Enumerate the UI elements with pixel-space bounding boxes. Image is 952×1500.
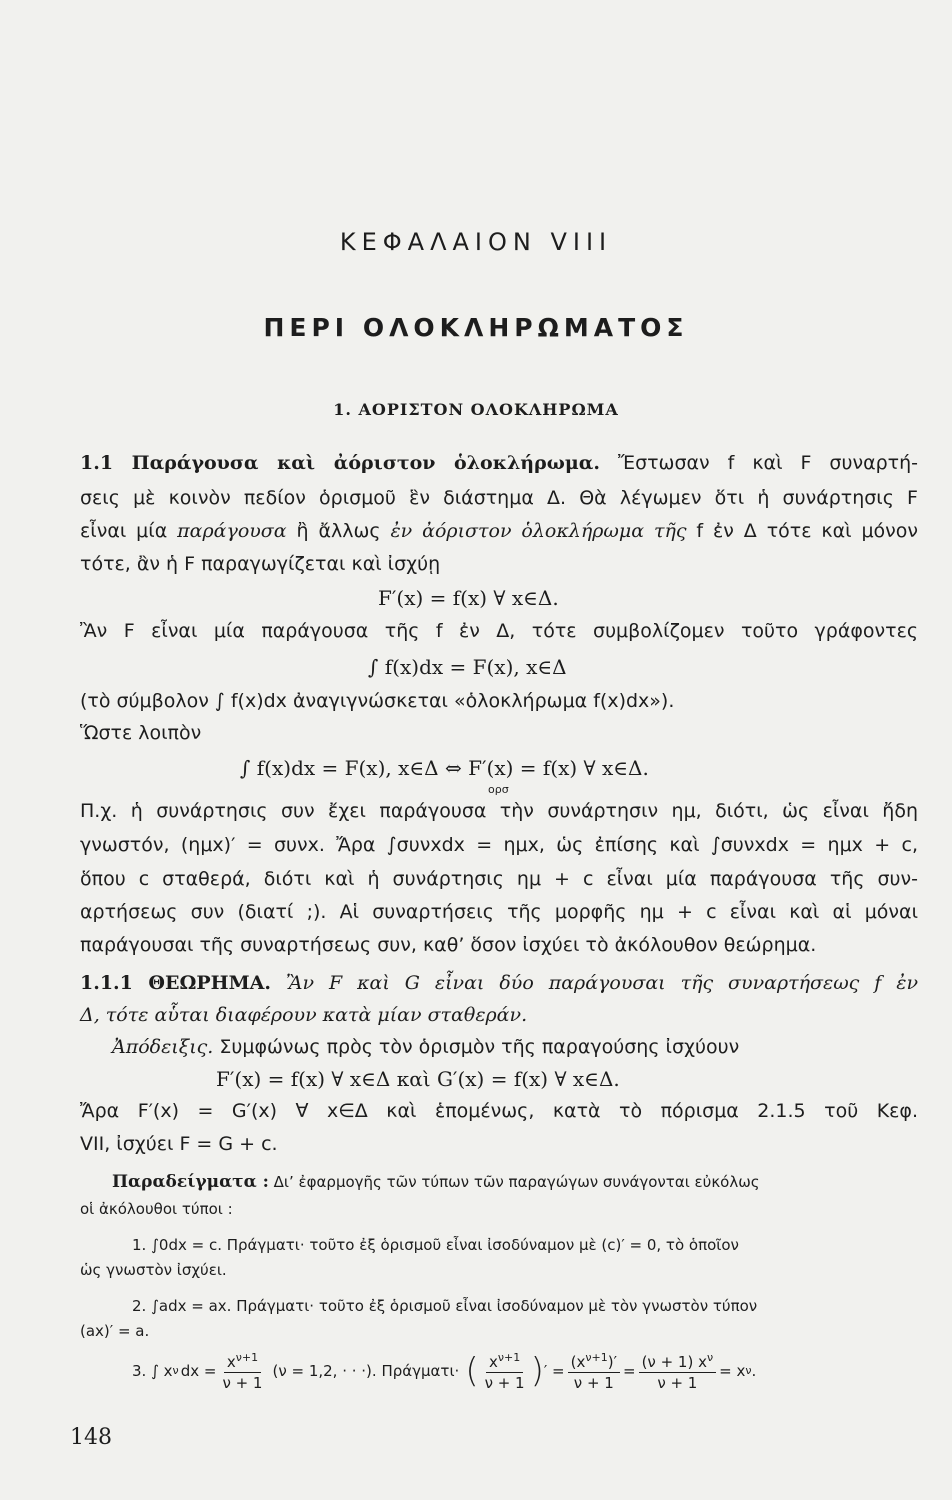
fraction: $\frac{(x^{\nu+1})'}{\nu + 1}$	[568, 1348, 620, 1393]
text: Συμφώνως πρὸς τὸν ὁρισμὸν τῆς παραγούσης ἰσχύουν	[219, 1036, 740, 1058]
text: ἢ ἄλλως	[296, 520, 381, 542]
subsection-first-line	[80, 452, 918, 474]
subsection-heading: 1.1 Παράγουσα καὶ ἀόριστον ὁλοκλήρωμα.	[80, 452, 600, 474]
text-line: VII, ἰσχύει F = G + c.	[80, 1133, 278, 1155]
theorem-text: Δ, τότε αὗται διαφέρουν κατὰ μίαν σταθεράν.	[80, 1004, 528, 1026]
fraction: $\frac{(\nu + 1) x^\nu}{\nu + 1}$	[639, 1348, 717, 1393]
example-1-line: 1. ∫0dx = c. Πράγματι· τοῦτο ἐξ ὁρισμοῦ εἶναι ἰσοδύναμον μὲ (c)′ = 0, τὸ ὁποῖον	[132, 1236, 739, 1254]
example-1-line: ὡς γνωστὸν ἰσχύει.	[80, 1261, 227, 1279]
text: 3. ∫ x	[132, 1361, 173, 1380]
text-line: Ἂν F εἶναι μία παράγουσα τῆς f ἐν Δ, τότε συμβολίζομεν τοῦτο γράφοντες	[80, 620, 918, 642]
example-2-line: 2. ∫adx = ax. Πράγματι· τοῦτο ἐξ ὁρισμοῦ εἶναι ἰσοδύναμον μὲ τὸν γνωστὸν τύπον	[132, 1297, 758, 1315]
text: Δι’ ἐφαρμογῆς τῶν τύπων τῶν παραγώγων συνάγονται εὐκόλως	[273, 1173, 760, 1191]
text-line: Ἄρα F′(x) = G′(x) ∀ x∈Δ καὶ ἑπομένως, κατὰ τὸ πόρισμα 2.1.5 τοῦ Κεφ.	[80, 1100, 918, 1122]
example-3-line	[132, 1348, 756, 1393]
text-line: ὅπου c σταθερά, διότι καὶ ἡ συνάρτησις ημ + c εἶναι μία παράγουσα τῆς συν-	[80, 868, 918, 890]
text: = x	[719, 1361, 746, 1380]
text-line: (τὸ σύμβολον ∫ f(x)dx ἀναγιγνώσκεται «ὁλοκλήρωμα f(x)dx»).	[80, 690, 675, 712]
text: (ν = 1,2, · · ·). Πράγματι·	[272, 1361, 460, 1380]
right-paren: )	[530, 1350, 544, 1391]
formula-subscript: ορσ	[488, 783, 509, 796]
italic-term: παράγουσα	[177, 520, 287, 542]
text-line: σεις μὲ κοινὸν πεδίον ὁρισμοῦ ἓν διάστημα Δ. Θὰ λέγωμεν ὅτι ἡ συνάρτησις F	[80, 487, 918, 509]
examples-heading: Παραδείγματα :	[112, 1172, 269, 1192]
superscript: ν	[172, 1364, 179, 1377]
page-number: 148	[70, 1425, 112, 1450]
equals: =	[623, 1361, 636, 1380]
text: εἶναι μία	[80, 520, 168, 542]
text: .	[751, 1361, 757, 1380]
examples-intro-line	[112, 1172, 760, 1192]
formula: F′(x) = f(x) ∀ x∈Δ.	[378, 586, 559, 610]
formula: F′(x) = f(x) ∀ x∈Δ καὶ G′(x) = f(x) ∀ x∈Δ.	[216, 1067, 620, 1091]
fraction: $\frac{x^{\nu+1}}{\nu + 1}$	[219, 1348, 265, 1393]
example-2-line: (ax)′ = a.	[80, 1322, 150, 1340]
italic-term: ἐν ἀόριστον ὁλοκλήρωμα τῆς	[390, 520, 687, 542]
text: ′ =	[543, 1361, 565, 1380]
text-line: Π.χ. ἡ συνάρτησις συν ἔχει παράγουσα τὴν συνάρτησιν ημ, διότι, ὡς εἶναι ἤδη	[80, 800, 918, 822]
superscript: ν	[745, 1364, 752, 1377]
text-line: οἱ ἀκόλουθοι τύποι :	[80, 1200, 233, 1218]
text-line	[80, 520, 918, 542]
text-line: αρτήσεως συν (διατί ;). Αἱ συναρτήσεις τῆς μορφῆς ημ + c εἶναι καὶ αἱ μόναι	[80, 901, 918, 923]
section-heading: 1. ΑΟΡΙΣΤΟΝ ΟΛΟΚΛΗΡΩΜΑ	[333, 400, 619, 419]
proof-line	[112, 1036, 739, 1058]
text: f ἐν Δ τότε καὶ μόνον	[696, 520, 919, 542]
text: Ἔστωσαν f καὶ F συναρτή-	[618, 452, 919, 474]
theorem-heading: 1.1.1 ΘΕΩΡΗΜΑ.	[80, 972, 271, 994]
text-line: γνωστόν, (ημx)′ = συνx. Ἄρα ∫συνxdx = ημx, ὡς ἐπίσης καὶ ∫συνxdx = ημx + c,	[80, 834, 918, 856]
proof-label: Ἀπόδειξις.	[112, 1036, 214, 1058]
fraction: $\frac{x^{\nu+1}}{\nu + 1}$	[482, 1348, 528, 1393]
left-paren: (	[465, 1350, 479, 1391]
text-line: τότε, ἂν ἡ F παραγωγίζεται καὶ ἰσχύῃ	[80, 553, 441, 575]
formula: ∫ f(x)dx = F(x), x∈Δ ⇔ F′(x) = f(x) ∀ x∈Δ.	[240, 756, 649, 780]
chapter-title: ΠΕΡΙ ΟΛΟΚΛΗΡΩΜΑΤΟΣ	[263, 313, 689, 342]
chapter-heading: ΚΕΦΑΛΑΙΟΝ VIII	[339, 228, 613, 256]
text: dx =	[180, 1361, 217, 1380]
text-line: Ὥστε λοιπὸν	[80, 722, 202, 744]
theorem-first-line	[80, 972, 918, 994]
text-line: παράγουσαι τῆς συναρτήσεως συν, καθ’ ὅσον ἰσχύει τὸ ἀκόλουθον θεώρημα.	[80, 934, 817, 956]
theorem-text: Ἂν F καὶ G εἶναι δύο παράγουσαι τῆς συναρτήσεως f ἐν	[285, 972, 919, 994]
formula: ∫ f(x)dx = F(x), x∈Δ	[368, 655, 567, 679]
